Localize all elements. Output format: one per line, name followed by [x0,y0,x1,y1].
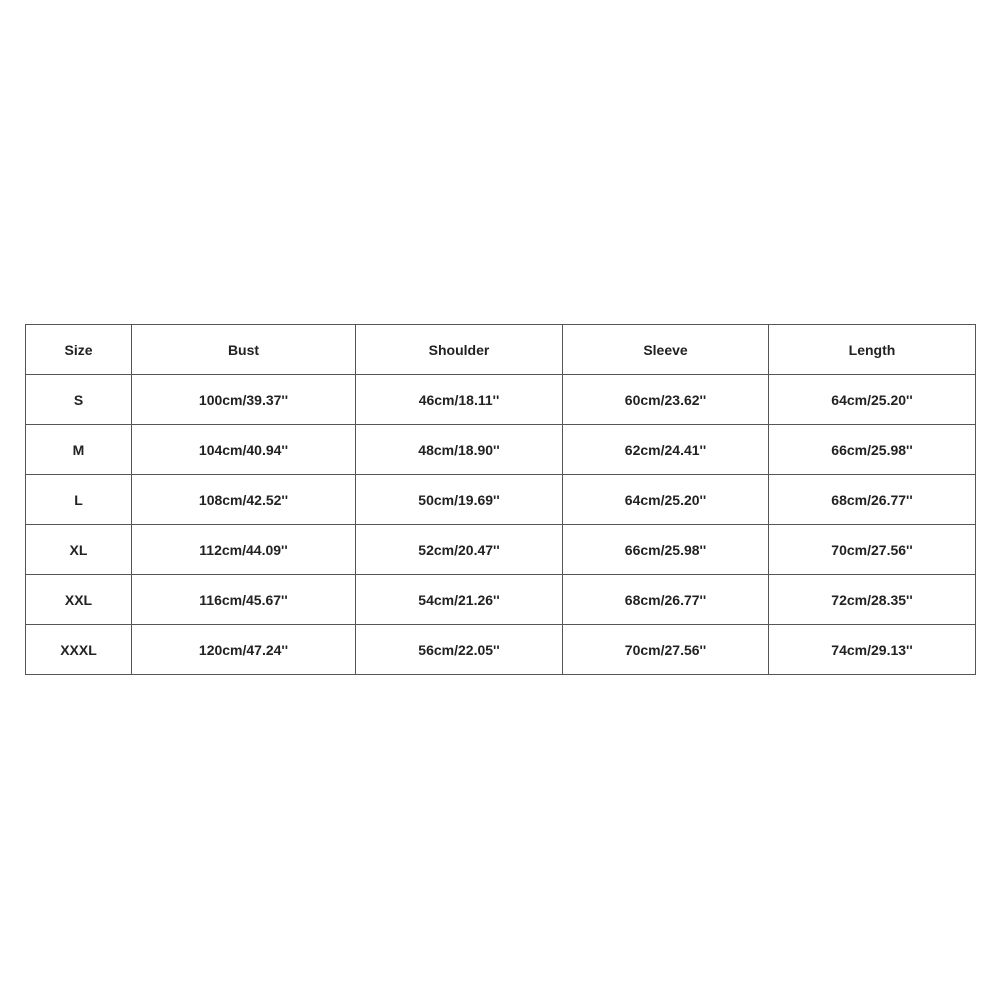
cell-sleeve: 68cm/26.77'' [563,575,769,625]
cell-shoulder: 56cm/22.05'' [356,625,563,675]
table-row [26,375,976,425]
cell-shoulder: 46cm/18.11'' [356,375,563,425]
header-row [26,325,976,375]
header-sleeve: Sleeve [563,325,769,375]
cell-bust: 104cm/40.94'' [132,425,356,475]
table-row [26,525,976,575]
cell-size: XXL [26,575,132,625]
cell-sleeve: 70cm/27.56'' [563,625,769,675]
cell-bust: 112cm/44.09'' [132,525,356,575]
cell-size: XL [26,525,132,575]
table-row [26,475,976,525]
cell-size: L [26,475,132,525]
cell-bust: 120cm/47.24'' [132,625,356,675]
table-row [26,575,976,625]
cell-bust: 116cm/45.67'' [132,575,356,625]
header-shoulder: Shoulder [356,325,563,375]
cell-sleeve: 62cm/24.41'' [563,425,769,475]
cell-shoulder: 54cm/21.26'' [356,575,563,625]
cell-sleeve: 60cm/23.62'' [563,375,769,425]
cell-size: S [26,375,132,425]
cell-length: 64cm/25.20'' [769,375,976,425]
header-length: Length [769,325,976,375]
header-size: Size [26,325,132,375]
size-chart-table [25,324,976,675]
cell-size: M [26,425,132,475]
cell-shoulder: 48cm/18.90'' [356,425,563,475]
cell-length: 72cm/28.35'' [769,575,976,625]
cell-size: XXXL [26,625,132,675]
cell-sleeve: 66cm/25.98'' [563,525,769,575]
cell-bust: 108cm/42.52'' [132,475,356,525]
cell-length: 70cm/27.56'' [769,525,976,575]
cell-length: 74cm/29.13'' [769,625,976,675]
cell-length: 68cm/26.77'' [769,475,976,525]
cell-shoulder: 50cm/19.69'' [356,475,563,525]
header-bust: Bust [132,325,356,375]
table-row [26,425,976,475]
cell-sleeve: 64cm/25.20'' [563,475,769,525]
cell-bust: 100cm/39.37'' [132,375,356,425]
cell-shoulder: 52cm/20.47'' [356,525,563,575]
cell-length: 66cm/25.98'' [769,425,976,475]
table-row [26,625,976,675]
